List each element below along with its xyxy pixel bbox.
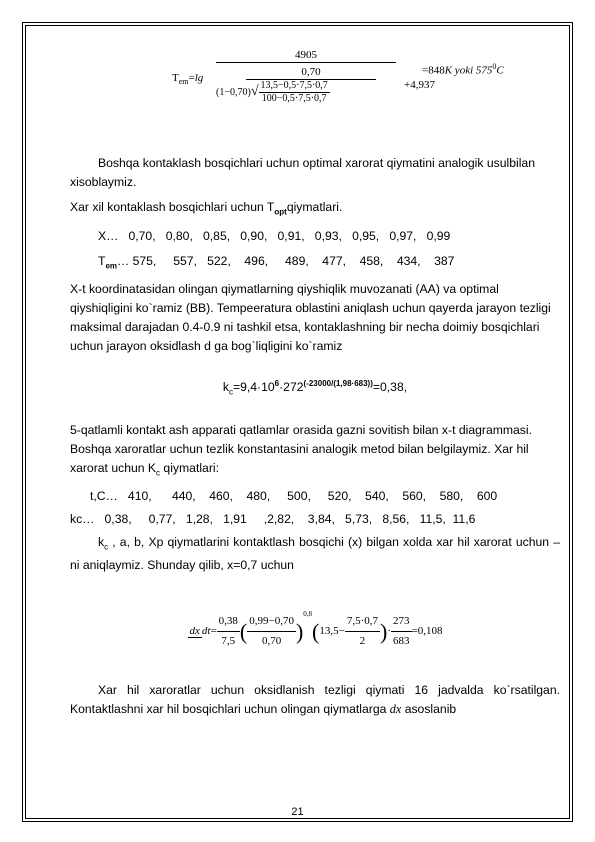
formula3-dot: ·: [387, 625, 392, 638]
row-t-values: [70, 252, 560, 275]
paragraph-topt-values: [70, 198, 560, 221]
formula1-sqrt-fraction: [259, 80, 330, 105]
para4-tail: qiymatlari:: [160, 461, 219, 476]
topt-sub: opt: [274, 207, 287, 217]
para5-text: , a, b, Xp qiymatlarini kontaktlash bosqichi (x) bilgan xolda xar hil xarorat uchun – ni aniqlaymiz. Shunday qilib, x=0,7 uchun: [70, 534, 560, 573]
formula3-frac3: [345, 612, 380, 651]
para5-sub: c: [104, 542, 109, 552]
formula1-plus-term: +4,937: [404, 79, 435, 91]
formula3-dxdt: [188, 622, 211, 641]
para6-text: Xar hil xaroratlar uchun oksidlanish tezligi qiymati 16 jadvalda ko`rsatilgan. Kontaktlashni xar hil bosqichlari uchun olingan qiymatlarga: [70, 683, 560, 717]
formula1-lhs: T: [172, 72, 179, 84]
para5-k: k: [98, 534, 105, 549]
row-kc-values: kc… 0,38, 0,77, 1,28, 1,91 ,2,82, 3,84, 5,73, 8,56, 11,5, 11,6: [70, 511, 476, 526]
paragraph-kc-determination: [70, 533, 560, 575]
formula1-eq: =: [188, 72, 195, 84]
formula1-sqrt-num: 13,5−0,5·7,5·0,7: [260, 80, 328, 91]
formula2-tail: =0,38,: [372, 379, 408, 394]
formula3-f3-den: 2: [359, 635, 366, 648]
formula2-k-sub: c: [228, 387, 233, 397]
formula3-frac1: [217, 612, 240, 651]
formula2-k: k: [222, 379, 229, 394]
para4-text: 5-qatlamli kontakt ash apparati qatlamlar orasida gazni sovitish bilan x-t diagrammasi. Boshqa xaroratlar uchun tezlik konstantasini analogik metod bilan belgilaymiz. Xar hil xarorat uchun K: [70, 423, 532, 476]
formula-rate-constant: [70, 374, 560, 402]
formula1-sqrt-den: 100−0,5·7,5·0,7: [261, 93, 327, 104]
paragraph-oxidation-table: [70, 681, 560, 719]
formula3-f4-num: 273: [391, 612, 412, 632]
formula2-body: =9,4·10: [232, 379, 275, 394]
formula3-frac2: [247, 612, 296, 651]
formula3-exp: 0,8: [303, 610, 313, 619]
formula1-degree: 0: [492, 62, 497, 71]
row-t-values-text: … 575, 557, 522, 496, 489, 477, 458, 434, 387: [117, 254, 455, 269]
para6-dx: dx: [389, 702, 402, 717]
para6-tail: asoslanib: [404, 702, 457, 717]
formula1-celsius: C: [496, 64, 504, 77]
formula3-f1-num: 0,38: [217, 612, 240, 632]
row-t-label: T: [98, 254, 106, 269]
formula3-f2-den: 0,70: [261, 635, 282, 648]
topt-suffix: qiymatlari.: [286, 200, 343, 214]
formula2-exp1: 6: [274, 378, 280, 388]
page-content: [70, 154, 560, 719]
topt-prefix: Xar xil kontaklash bosqichlari uchun T: [70, 200, 275, 214]
formula3-eq: =: [210, 625, 217, 638]
formula1-lhs-sub: em: [178, 77, 189, 87]
row-x-values: X… 0,70, 0,80, 0,85, 0,90, 0,91, 0,93, 0,95, 0,97, 0,99: [98, 229, 451, 244]
formula2-exp2: (-23000/(1,98·683)): [303, 378, 373, 388]
formula3-dt: dt: [201, 625, 211, 638]
formula3-f1-den: 7,5: [221, 635, 236, 648]
formula3-mid: 13,5−: [319, 625, 345, 638]
para4-sub: c: [156, 468, 161, 478]
formula1-numerator: 4905: [216, 48, 396, 63]
formula3-frac4: [391, 612, 412, 651]
row-t-sub: em: [105, 261, 118, 271]
formula3-f4-den: 683: [393, 635, 410, 648]
formula1-inner-den-left: (1−0,70): [216, 87, 251, 99]
paragraph-curves: X-t koordinatasidan olingan qiymatlarning qiyshiqlik muvozanati (AA) va optimal qiyshiqligini ko`ramiz (BB). Tempeeratura oblastini aniqlash uchun qayerda jarayon tezligi maksimal darajadan 0.4-0.9 ni tashkil etsa, kontaklashning bir necha doimiy bosqichlari uchun jarayon oksidlash d ga bog`liqligini ko`ramiz: [70, 281, 551, 353]
formula3-f3-num: 7,5·0,7: [345, 612, 380, 632]
formula3-f2-num: 0,99−0,70: [247, 612, 296, 632]
page-number: 21: [291, 806, 304, 818]
formula-optimal-temperature: $T_{em}=\lg$ 4905 0,70 +4,937 (1−0,70)√ $\frac{13,5-0,5\cdot 7,5\cdot 0,7}{100-0,5\cdot 7,5\cdot 0,7}$ =848K yoki $575^0C$: [172, 49, 504, 104]
formula2-mid: ·272: [279, 379, 304, 394]
row-temperature-values: t,C… 410, 440, 460, 480, 500, 520, 540, 560, 580, 600: [90, 488, 498, 503]
formula1-result-unit: K yoki 575: [444, 64, 493, 77]
formula3-result: =0,108: [411, 625, 443, 638]
paragraph-analog-method: Boshqa kontaklash bosqichlari uchun optimal xarorat qiymatini analogik usulbilan xisoblaymiz.: [70, 156, 535, 189]
formula1-result: =848: [422, 64, 445, 77]
formula3-dx: dx: [189, 625, 200, 638]
formula1-lg: lg: [194, 72, 204, 84]
paragraph-xt-diagram: [70, 421, 560, 482]
formula-oxidation-rate: dx dt= $\frac{0,38}{7,5}$ ( $\frac{0,99-0,70}{0,70}$ )$^{0,8}$(13,5− $\frac{7,5\cdot 0,7}{2}$ )· $\frac{273}{683}$ =0,108: [70, 605, 560, 651]
formula1-inner-numerator: 0,70: [246, 65, 376, 80]
